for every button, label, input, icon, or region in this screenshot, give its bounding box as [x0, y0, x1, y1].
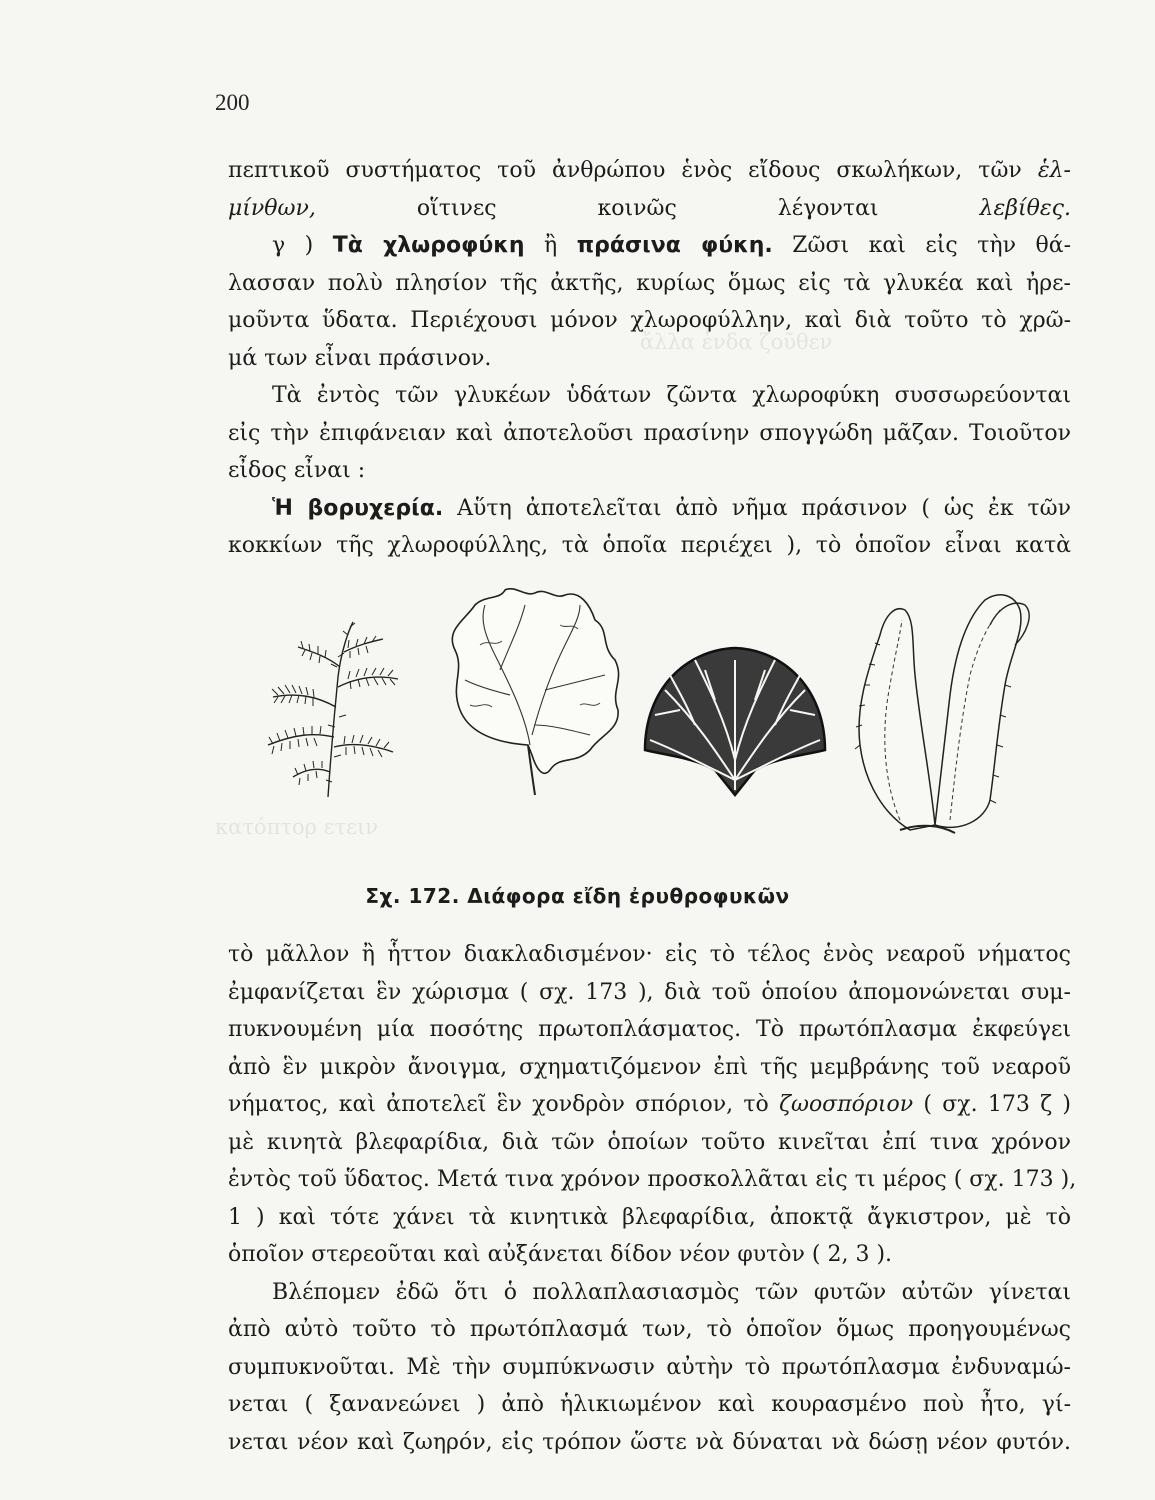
text-line: μὲ κινητὰ βλεφαρίδια, διὰ τῶν ὁποίων τοῦτο κινεῖται ἐπί τινα χρόνον: [228, 1129, 1071, 1155]
text-line: τὸ μᾶλλον ἢ ἧττον διακλαδισμένον· εἰς τὸ τέλος ἑνὸς νεαροῦ νήματος: [228, 942, 1071, 967]
page-number: 200: [215, 90, 250, 115]
text-line: πυκνουμένη μία ποσότης πρωτοπλάσματος. Τὸ πρωτόπλασμα ἐκφεύγει: [228, 1017, 1071, 1042]
text-line: νεται ( ξανανεώνει ) ἀπὸ ἡλικιωμένον καὶ κουρασμένο ποὺ ἦτο, γί-: [228, 1392, 1071, 1417]
top-text: [228, 152, 1071, 565]
curled-alga-icon: [840, 585, 1040, 835]
lobed-alga-icon: [440, 585, 630, 800]
text-line: συμπυκνοῦται. Μὲ τὴν συμπύκνωσιν αὐτὴν τὸ πρωτόπλασμα ἐνδυναμώ-: [228, 1354, 1071, 1380]
text-line: εἶδος εἶναι :: [228, 458, 366, 483]
text-line: ἀπὸ αὐτὸ τοῦτο τὸ πρωτόπλασμά των, τὸ ὁποῖον ὅμως προηγουμένως: [228, 1317, 1071, 1342]
text-line: 1 ) καὶ τότε χάνει τὰ κινητικὰ βλεφαρίδια, ἀποκτᾷ ἄγκιστρον, μὲ τὸ: [228, 1204, 1071, 1230]
subheading-line: Ἡ βορυχερία. Αὕτη ἀποτελεῖται ἀπὸ νῆμα πράσινον ( ὡς ἐκ τῶν: [272, 495, 1071, 521]
bottom-text: [228, 936, 1077, 1461]
text-line: νήματος, καὶ ἀποτελεῖ ἓν χονδρὸν σπόριον, τὸ ζωοσπόριον ( σχ. 173 ζ ): [228, 1092, 1071, 1117]
algae-figure: [250, 585, 1090, 840]
text-line: νεται νέον καὶ ζωηρόν, εἰς τρόπον ὥστε νὰ δύναται νὰ δώσῃ νέον φυτόν.: [228, 1429, 1071, 1455]
fan-alga-icon: [635, 640, 835, 800]
feathery-alga-icon: [258, 617, 408, 802]
show-through-right: ἄλλα ἐνδα ζοῦθεν: [640, 330, 833, 354]
figure-caption: Σχ. 172. Διάφορα εἴδη ἐρυθροφυκῶν: [365, 884, 790, 908]
text-line: μοῦντα ὕδατα. Περιέχουσι μόνον χλωροφύλλην, καὶ διὰ τοῦτο τὸ χρῶ-: [228, 308, 1071, 333]
text-line: εἰς τὴν ἐπιφάνειαν καὶ ἀποτελοῦσι πρασίνην σπογγώδη μᾶζαν. Τοιοῦτον: [228, 420, 1071, 446]
text-line: πεπτικοῦ συστήματος τοῦ ἀνθρώπου ἑνὸς εἴδους σκωλήκων, τῶν ἑλ-: [228, 158, 1071, 183]
text-line: κοκκίων τῆς χλωροφύλλης, τὰ ὁποῖα περιέχει ), τὸ ὁποῖον εἶναι κατὰ: [228, 533, 1071, 558]
text-line: μίνθων, οἵτινες κοινῶς λέγονται λεβίθες.: [228, 195, 1071, 221]
text-line: μά των εἶναι πράσινον.: [228, 345, 492, 371]
text-line: Τὰ ἐντὸς τῶν γλυκέων ὑδάτων ζῶντα χλωροφύκη συσσωρεύονται: [272, 383, 1071, 408]
text-line: ἐντὸς τοῦ ὕδατος. Μετά τινα χρόνον προσκολλᾶται εἰς τι μέρος ( σχ. 173 ),: [228, 1167, 1077, 1192]
text-line: ἐμφανίζεται ἓν χώρισμα ( σχ. 173 ), διὰ τοῦ ὁποίου ἀπομονώνεται συμ-: [228, 979, 1071, 1005]
text-line: λασσαν πολὺ πλησίον τῆς ἀκτῆς, κυρίως ὅμως εἰς τὰ γλυκέα καὶ ἠρε-: [228, 270, 1071, 296]
section-heading-line: γ ) Τὰ χλωροφύκη ἢ πράσινα φύκη. Ζῶσι καὶ εἰς τὴν θά-: [272, 233, 1071, 258]
text-line: Βλέπομεν ἐδῶ ὅτι ὁ πολλαπλασιασμὸς τῶν φυτῶν αὐτῶν γίνεται: [272, 1279, 1071, 1305]
show-through-left: κατόπτορ ετειν: [215, 815, 379, 839]
text-line: ὁποῖον στερεοῦται καὶ αὐξάνεται δίδον νέον φυτὸν ( 2, 3 ).: [228, 1242, 893, 1267]
text-line: ἀπὸ ἓν μικρὸν ἄνοιγμα, σχηματιζόμενον ἐπὶ τῆς μεμβράνης τοῦ νεαροῦ: [228, 1054, 1071, 1080]
